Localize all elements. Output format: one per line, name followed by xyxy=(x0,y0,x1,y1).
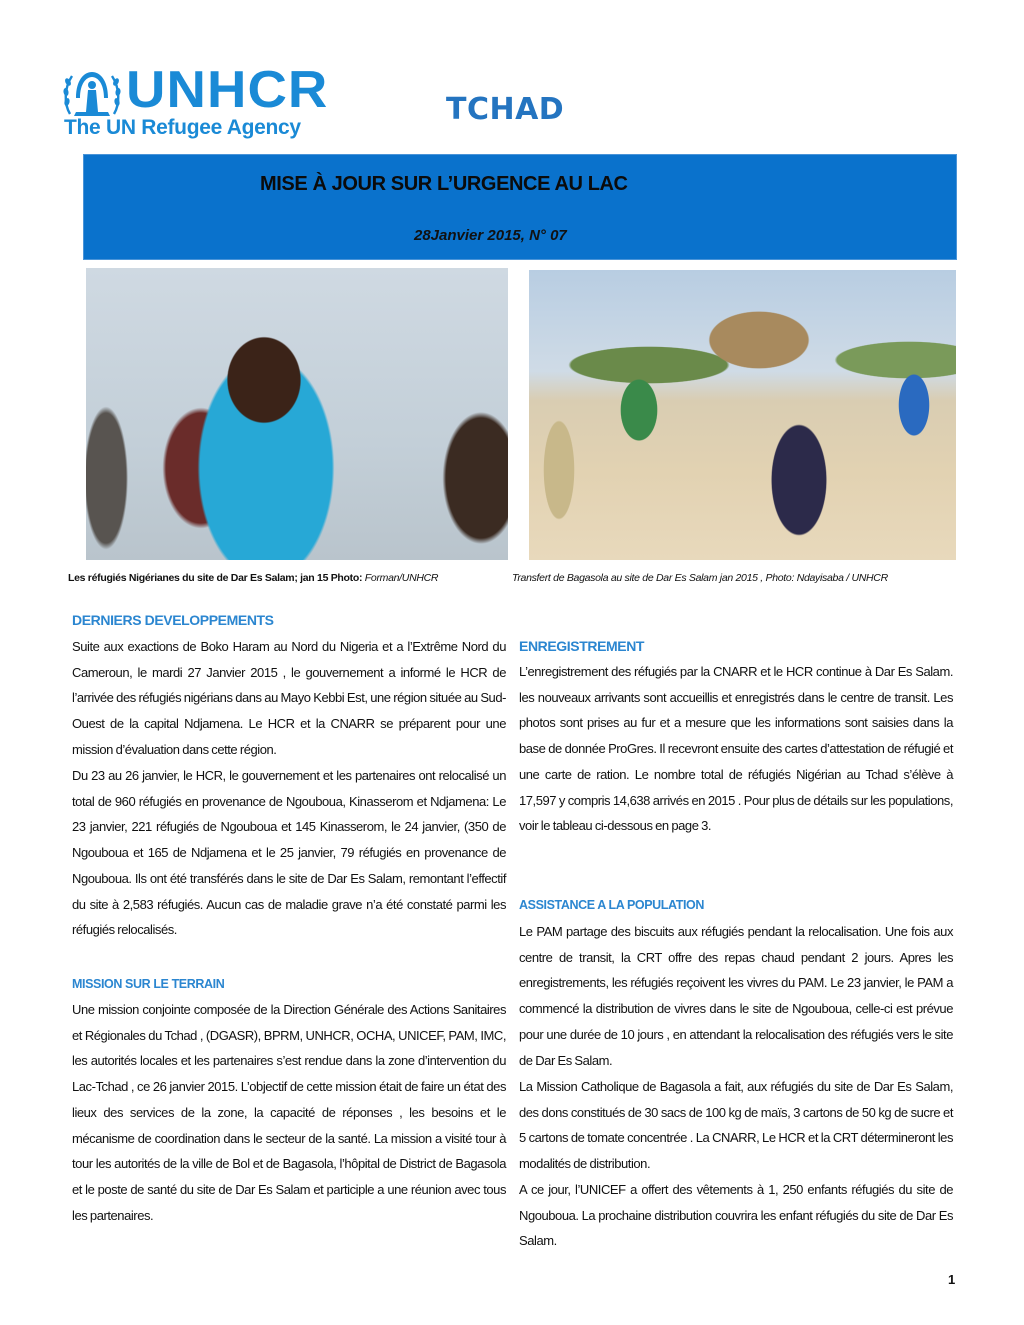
unhcr-logo xyxy=(62,61,332,144)
title-banner xyxy=(83,154,957,260)
paragraph-assistance-1: Le PAM partage des biscuits aux réfugiés pendant la relocalisation. Une fois aux centre de transit, la CRT offre des repas chaud pendant 2 jours. Apres les enregistrements, les réfugiés reçoivent les vivres du PAM. Le 23 janvier, le PAM a commencé la distribution de vivres dans le site de Ngouboua, celle-ci est prévue pour une durée de 10 jours , en attendant la relocalisation des réfugiés vers le site de Dar Es Salam. xyxy=(519,924,953,1068)
caption-credit: Forman/UNHCR xyxy=(364,572,439,584)
caption-text: Les réfugiés Nigérianes du site de Dar Es Salam; jan 15 Photo: xyxy=(68,572,365,584)
paragraph-mission-1: Une mission conjointe composée de la Direction Générale des Actions Sanitaires et Régionales du Tchad , (DGASR), BPRM, UNHCR, OCHA, UNICEF, PAM, IMC, les autorités locales et les partenaires s’est rendue dans la zone d’intervention du Lac-Tchad , ce 26 janvier 2015. L’objectif de cette mission était de faire un état des lieux des services de la zone, la capacité de réponses , les besoins et le mécanisme de coordination dans le secteur de la santé. La mission a visité tour à tour les autorités de la ville de Bol et de Bagasola, l’hôpital de District de Bagasola et le poste de santé du site de Dar Es Salam et participle a une réunion avec tous les partenaires. xyxy=(72,1002,506,1223)
photo-caption-1 xyxy=(68,572,438,584)
page-number: 1 xyxy=(948,1272,956,1287)
heading-derniers-developpements: DERNIERS DEVELOPPEMENTS xyxy=(72,612,274,628)
photo-refugee-women xyxy=(86,268,508,560)
document-title: MISE À JOUR SUR L’URGENCE AU LAC xyxy=(260,173,628,195)
paragraph-assistance-3: A ce jour, l’UNICEF a offert des vêtements à 1, 250 enfants réfugiés du site de Ngouboua. La prochaine distribution couvrira les enfant réfugiés du site de Dar Es Salam. xyxy=(519,1182,953,1249)
heading-enregistrement: ENREGISTREMENT xyxy=(519,638,645,654)
photo-transfer-truck xyxy=(529,270,956,560)
paragraph-assistance-2: La Mission Catholique de Bagasola a fait, aux réfugiés du site de Dar Es Salam, des dons constitués de 30 sacs de 100 kg de maïs, 3 cartons de 50 kg de sucre et 5 cartons de tomate concentrée . La CNARR, Le HCR et la CRT détermineront les modalités de distribution. xyxy=(519,1079,953,1172)
country-title: TCHAD xyxy=(446,92,565,127)
unhcr-emblem-icon xyxy=(62,68,122,120)
logo-tagline: The UN Refugee Agency xyxy=(64,116,301,139)
heading-assistance-population: ASSISTANCE A LA POPULATION xyxy=(519,898,704,912)
issue-date: 28Janvier 2015, N° 07 xyxy=(414,227,567,244)
paragraph-derniers-1: Suite aux exactions de Boko Haram au Nord du Nigeria et a l’Extrême Nord du Cameroun, le mardi 27 Janvier 2015 , le gouvernement a informé le HCR de l’arrivée des réfugiés nigérians dans au Mayo Kebbi Est, une région située au Sud-Ouest de la capital Ndjamena. Le HCR et la CNARR se préparent pour une mission d’évaluation dans cette région. xyxy=(72,639,506,757)
heading-mission-terrain: MISSION SUR LE TERRAIN xyxy=(72,977,225,991)
paragraph-derniers-2: Du 23 au 26 janvier, le HCR, le gouvernement et les partenaires ont relocalisé un total de 960 réfugiés en provenance de Ngouboua, Kinasserom et Ndjamena: Le 23 janvier, 221 réfugiés de Ngouboua et 145 Kinasserom, le 24 janvier, (350 de Ngouboua et 165 de Ndjamena et le 25 janvier, 79 réfugiés en provenance de Ngouboua. Ils ont été transférés dans le site de Dar Es Salam, remontant l’effectif du site à 2,583 réfugiés. Aucun cas de maladie grave n’a été constaté parmi les réfugiés relocalisés. xyxy=(72,768,506,938)
logo-wordmark: UNHCR xyxy=(126,61,329,119)
photo-caption-2: Transfert de Bagasola au site de Dar Es Salam jan 2015 , Photo: Ndayisaba / UNHCR xyxy=(512,572,888,584)
paragraph-enregistrement-1: L’enregistrement des réfugiés par la CNARR et le HCR continue à Dar Es Salam. les nouveaux arrivants sont accueillis et enregistrés dans le centre de transit. Les photos sont prises au fur et a mesure que les informations sont saisies dans la base de donnée ProGres. Il recevront ensuite des cartes d’attestation de réfugié et une carte de ration. Le nombre total de réfugiés Nigérian au Tchad s’élève à 17,597 y compris 14,638 arrivés en 2015 . Pour plus de détails sur les populations, voir le tableau ci-dessous en page 3. xyxy=(519,664,953,834)
